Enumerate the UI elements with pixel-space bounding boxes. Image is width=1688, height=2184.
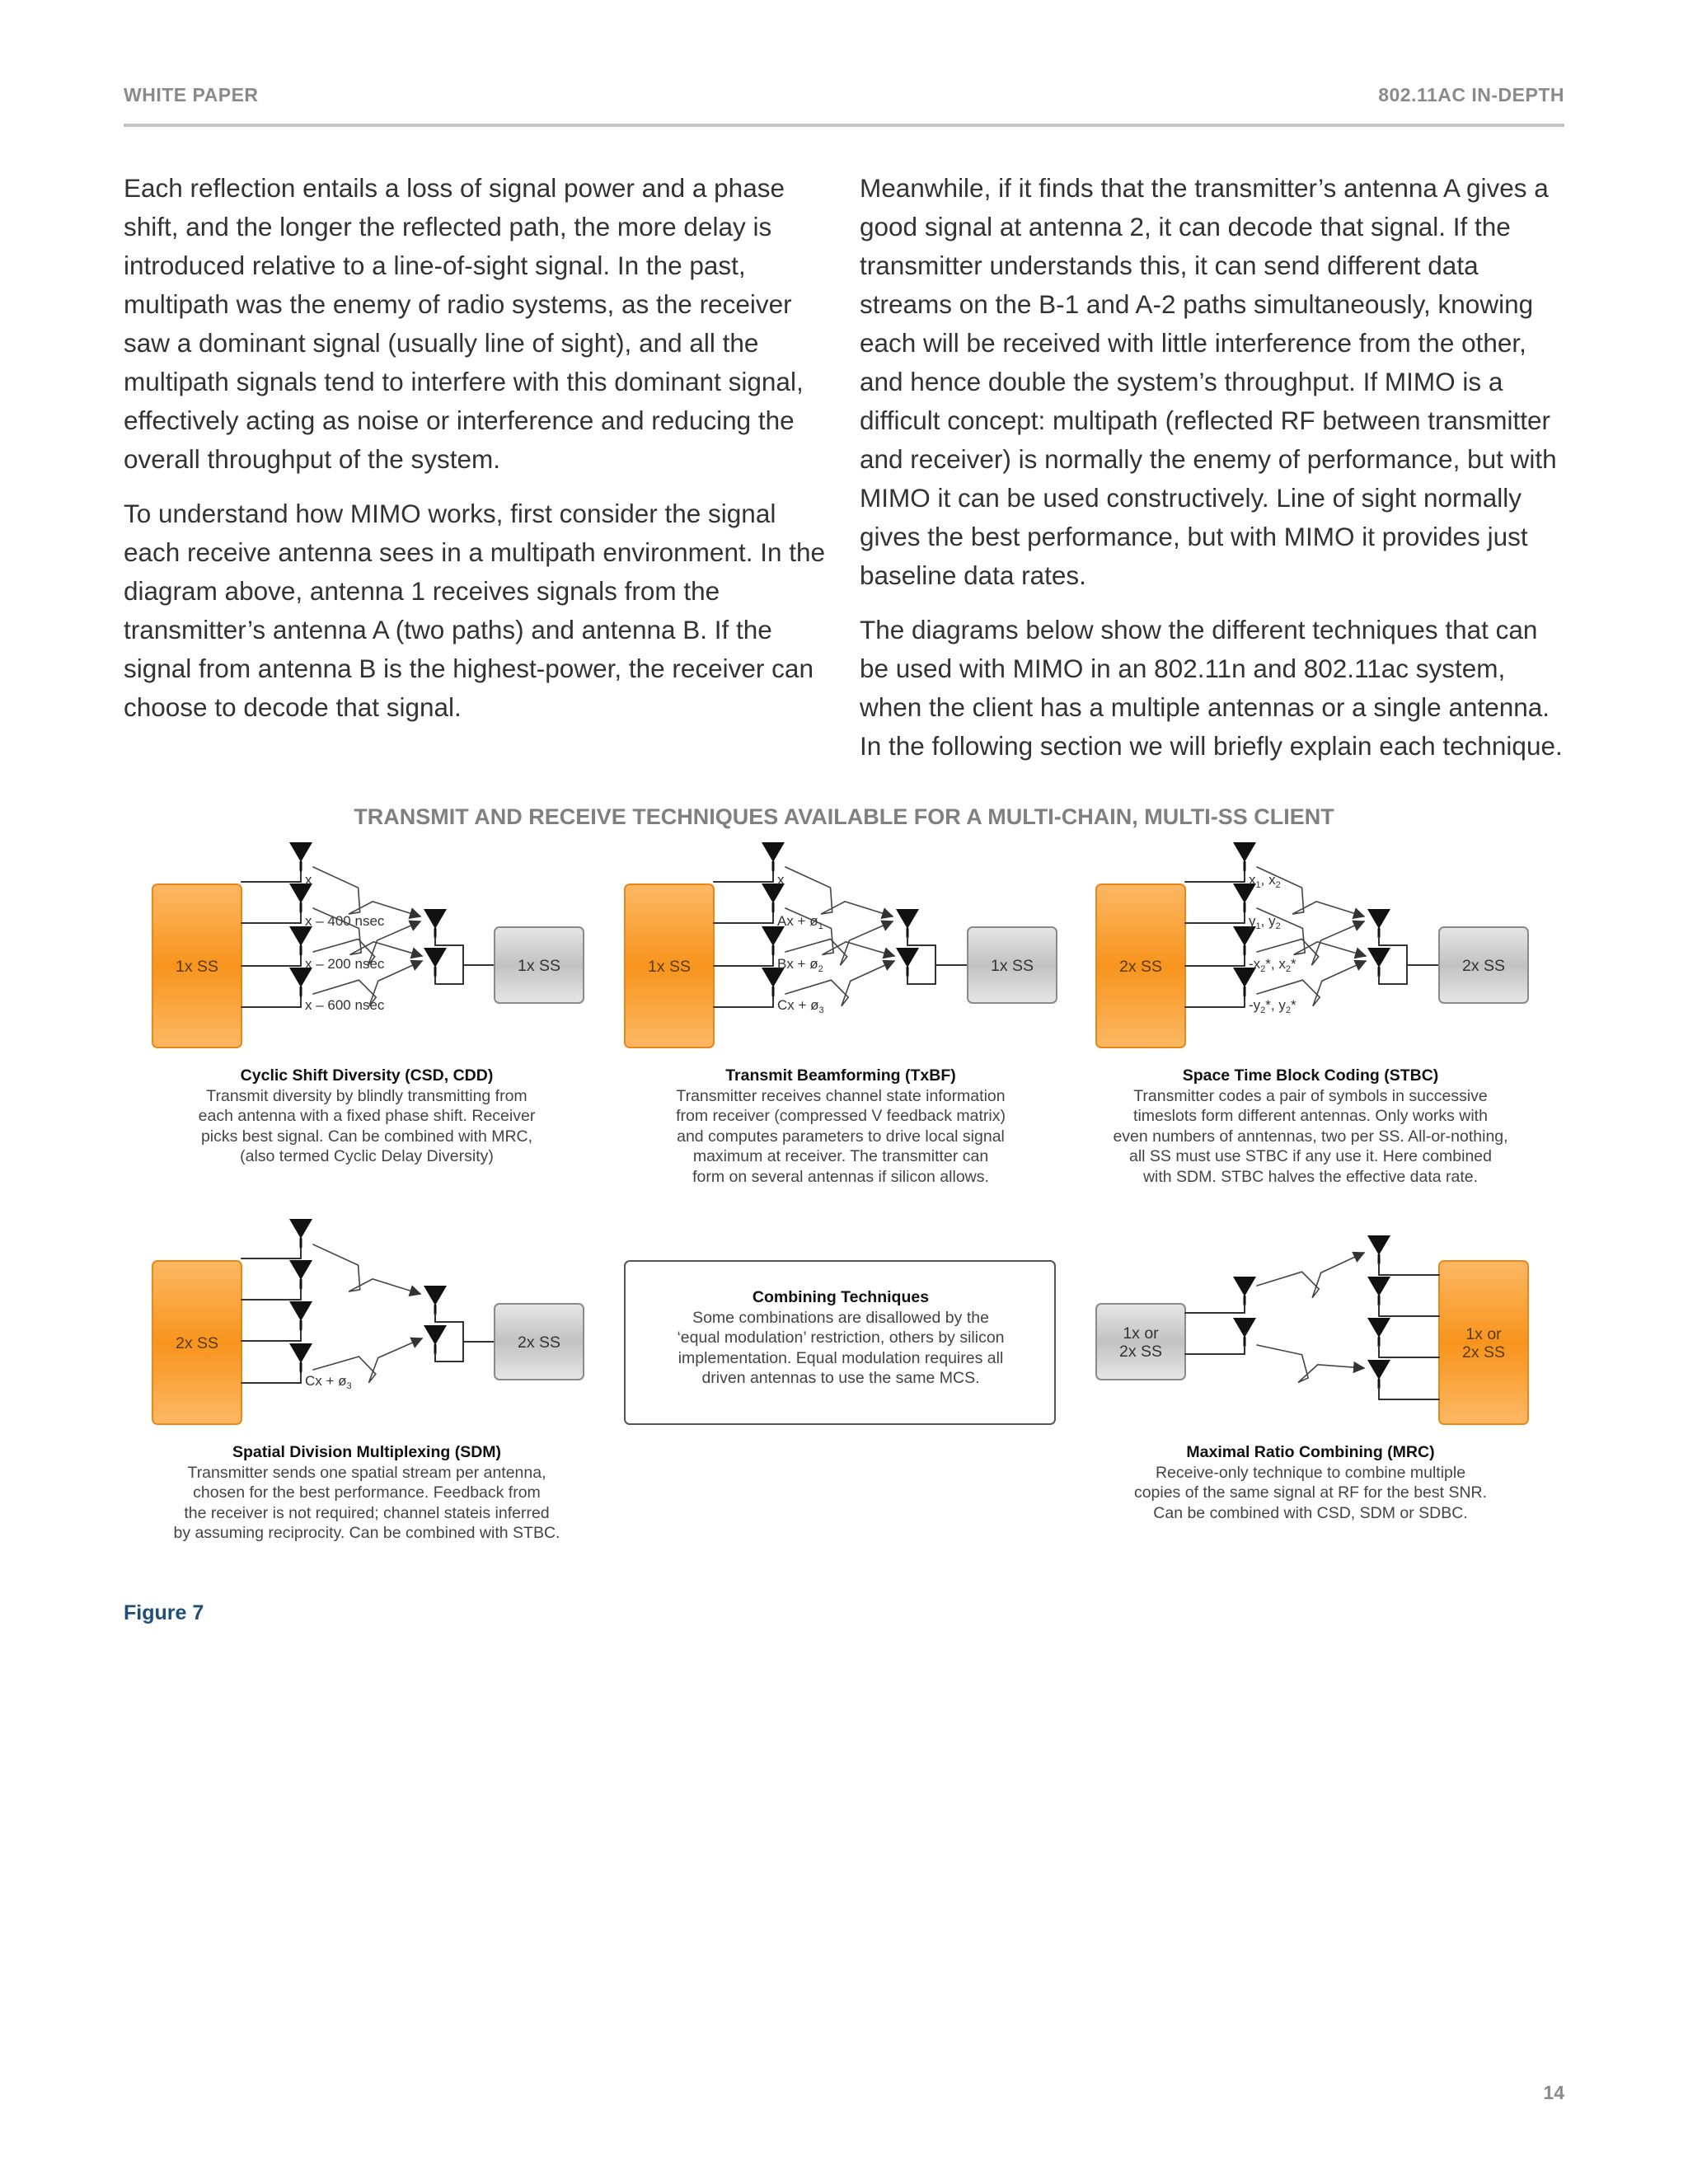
signal-label: $-y_2*$, $y_2*$ [1249, 997, 1296, 1015]
box-label: 1x SS [990, 957, 1034, 975]
signal-label: $Bx + ø_2$ [777, 956, 823, 974]
antenna-icon [896, 948, 919, 968]
caption-line: maximum at receiver. The transmitter can [692, 1147, 989, 1165]
caption-title: Cyclic Shift Diversity (CSD, CDD) [240, 1066, 494, 1085]
caption-line: copies of the same signal at RF for the best SNR. [1133, 1483, 1488, 1502]
caption-line: each antenna with a fixed phase shift. Receiver [198, 1107, 536, 1125]
antenna-icon [1233, 842, 1256, 862]
antenna-icon [289, 1343, 312, 1363]
box-label: 1x or [1465, 1325, 1502, 1343]
antenna-icon [1367, 1235, 1390, 1255]
antenna-icon [1233, 926, 1256, 946]
combining-title: Combining Techniques [752, 1288, 930, 1306]
antenna-icon [1367, 909, 1390, 929]
radio-signal-path [313, 1244, 420, 1294]
box-label: 1x SS [517, 957, 561, 975]
antenna-icon [762, 926, 785, 946]
caption-line: (also termed Cyclic Delay Diversity) [240, 1147, 494, 1165]
caption-title: Spatial Division Multiplexing (SDM) [232, 1443, 502, 1461]
paragraph: To understand how MIMO works, first consider the signal each receive antenna sees in a multipath environment. In the diagram above, antenna 1 receives signals from the transmitter’s antenna A (two paths) and antenna B. If the signal from antenna B is the highest-power, the receiver can choose to decode that signal. [124, 499, 826, 722]
signal-label: x [305, 872, 312, 888]
header-right: 802.11AC IN-DEPTH [1378, 84, 1564, 105]
caption-line: even numbers of anntennas, two per SS. All-or-nothing, [1113, 1127, 1508, 1146]
antenna-icon [762, 842, 785, 862]
header-left: WHITE PAPER [124, 84, 259, 105]
antenna-icon [424, 1325, 447, 1345]
page-number: 14 [1543, 2082, 1564, 2103]
box-label: 1x SS [175, 958, 219, 976]
box-label: 2x SS [517, 1333, 561, 1352]
antenna-icon [896, 909, 919, 929]
caption-line: form on several antennas if silicon allows. [692, 1167, 989, 1186]
caption-stbc [1080, 1066, 1541, 1187]
signal-label: x [777, 872, 785, 888]
caption-sdm [148, 1442, 585, 1544]
radio-signal-path [1257, 1345, 1364, 1382]
signal-label: x – 200 nsec [305, 956, 385, 972]
paragraph: The diagrams below show the different techniques that can be used with MIMO in an 802.11n and 802.11ac system, when the client has a multiple antennas or a single antenna. In the following section we will briefly explain each technique. [860, 615, 1563, 761]
caption-line: Can be combined with CSD, SDM or SDBC. [1153, 1503, 1468, 1522]
figure-title: TRANSMIT AND RECEIVE TECHNIQUES AVAILABLE FOR A MULTI-CHAIN, MULTI-SS CLIENT [354, 804, 1334, 829]
paragraph: Meanwhile, if it finds that the transmitter’s antenna A gives a good signal at antenna 2, it can decode that signal. If the transmitter understands this, it can send different data streams on the B-1 and A-2 paths simultaneously, knowing each will be received with little interference from the other, and hence double the system’s throughput. If MIMO is a difficult concept: multipath (reflected RF between transmitter and receiver) is normally the enemy of performance, but with MIMO it can be used constructively. Line of sight normally gives the best performance, but with MIMO it provides just baseline data rates. [860, 173, 1557, 590]
box-label: 1x SS [647, 958, 692, 976]
signal-label: $x_1$, $x_2$ [1249, 872, 1281, 890]
caption-line: the receiver is not required; channel stateis inferred [184, 1503, 550, 1522]
combining-techniques-text [635, 1287, 1047, 1389]
combining-line: implementation. Equal modulation requires all [678, 1348, 1004, 1367]
radio-signal-path [1257, 867, 1364, 916]
caption-csd [157, 1066, 577, 1167]
caption-line: Transmitter sends one spatial stream per antenna, [187, 1463, 546, 1482]
antenna-icon [1367, 1318, 1390, 1338]
caption-line: picks best signal. Can be combined with MRC, [200, 1127, 533, 1146]
antenna-icon [289, 1219, 312, 1239]
radio-signal-path [1257, 1253, 1364, 1298]
combining-line: ‘equal modulation’ restriction, others by silicon [677, 1329, 1005, 1347]
radio-signal-path [313, 867, 420, 916]
signal-label: $Cx + ø_3$ [777, 997, 824, 1015]
caption-line: Transmitter receives channel state information [676, 1086, 1006, 1105]
signal-label: x – 400 nsec [305, 913, 385, 929]
signal-label: x – 600 nsec [305, 997, 385, 1013]
antenna-icon [1367, 1360, 1390, 1380]
caption-line: Transmit diversity by blindly transmitting from [206, 1086, 528, 1105]
antenna-icon [1233, 1318, 1256, 1338]
radio-signal-path [785, 867, 893, 916]
caption-line: with SDM. STBC halves the effective data rate. [1142, 1167, 1479, 1186]
paragraph: Each reflection entails a loss of signal power and a phase shift, and the longer the reflected path, the more delay is introduced relative to a line-of-sight signal. In the past, multipath was the enemy of radio systems, as the receiver saw a dominant signal (usually line of sight), and all the multipath signals tend to interfere with this dominant signal, effectively acting as noise or interference and reducing the overall throughput of the system. [124, 173, 804, 474]
caption-line: chosen for the best performance. Feedback from [193, 1483, 541, 1502]
box-label: 1x or [1123, 1324, 1159, 1343]
antenna-icon [289, 1301, 312, 1321]
caption-mrc [1104, 1442, 1517, 1523]
signal-label: $Cx + ø_3$ [305, 1373, 352, 1391]
caption-line: Transmitter codes a pair of symbols in successive [1133, 1086, 1488, 1105]
antenna-icon [289, 1260, 312, 1280]
antenna-icon [1367, 948, 1390, 968]
signal-label: $Ax + ø_1$ [777, 913, 823, 931]
caption-line: Receive-only technique to combine multiple [1155, 1463, 1466, 1482]
caption-line: all SS must use STBC if any use it. Here combined [1128, 1147, 1493, 1165]
antenna-icon [1233, 1277, 1256, 1296]
box-label: 2x SS [1461, 957, 1506, 975]
antenna-icon [1367, 1277, 1390, 1296]
combining-line: Some combinations are disallowed by the [692, 1308, 989, 1327]
box-label: 2x SS [1118, 1343, 1163, 1361]
caption-txbf [626, 1066, 1055, 1187]
caption-title: Transmit Beamforming (TxBF) [725, 1066, 956, 1085]
combining-line: driven antennas to use the same MCS. [701, 1369, 980, 1387]
signal-label: $-x_2*$, $x_2*$ [1249, 956, 1296, 974]
box-label: 2x SS [1118, 958, 1163, 976]
signal-label: $y_1$, $y_2$ [1249, 913, 1281, 931]
caption-title: Maximal Ratio Combining (MRC) [1186, 1443, 1435, 1461]
figure-label: Figure 7 [124, 1601, 204, 1624]
box-label: 2x SS [1461, 1343, 1506, 1361]
antenna-icon [424, 1286, 447, 1305]
caption-line: and computes parameters to drive local signal [677, 1127, 1005, 1146]
antenna-icon [424, 948, 447, 968]
antenna-icon [289, 926, 312, 946]
caption-title: Space Time Block Coding (STBC) [1182, 1066, 1439, 1085]
caption-line: from receiver (compressed V feedback matrix) [676, 1107, 1006, 1125]
antenna-icon [424, 909, 447, 929]
antenna-icon [289, 842, 312, 862]
caption-line: by assuming reciprocity. Can be combined with STBC. [173, 1524, 560, 1542]
box-label: 2x SS [175, 1334, 219, 1352]
caption-line: timeslots form different antennas. Only works with [1133, 1107, 1488, 1125]
